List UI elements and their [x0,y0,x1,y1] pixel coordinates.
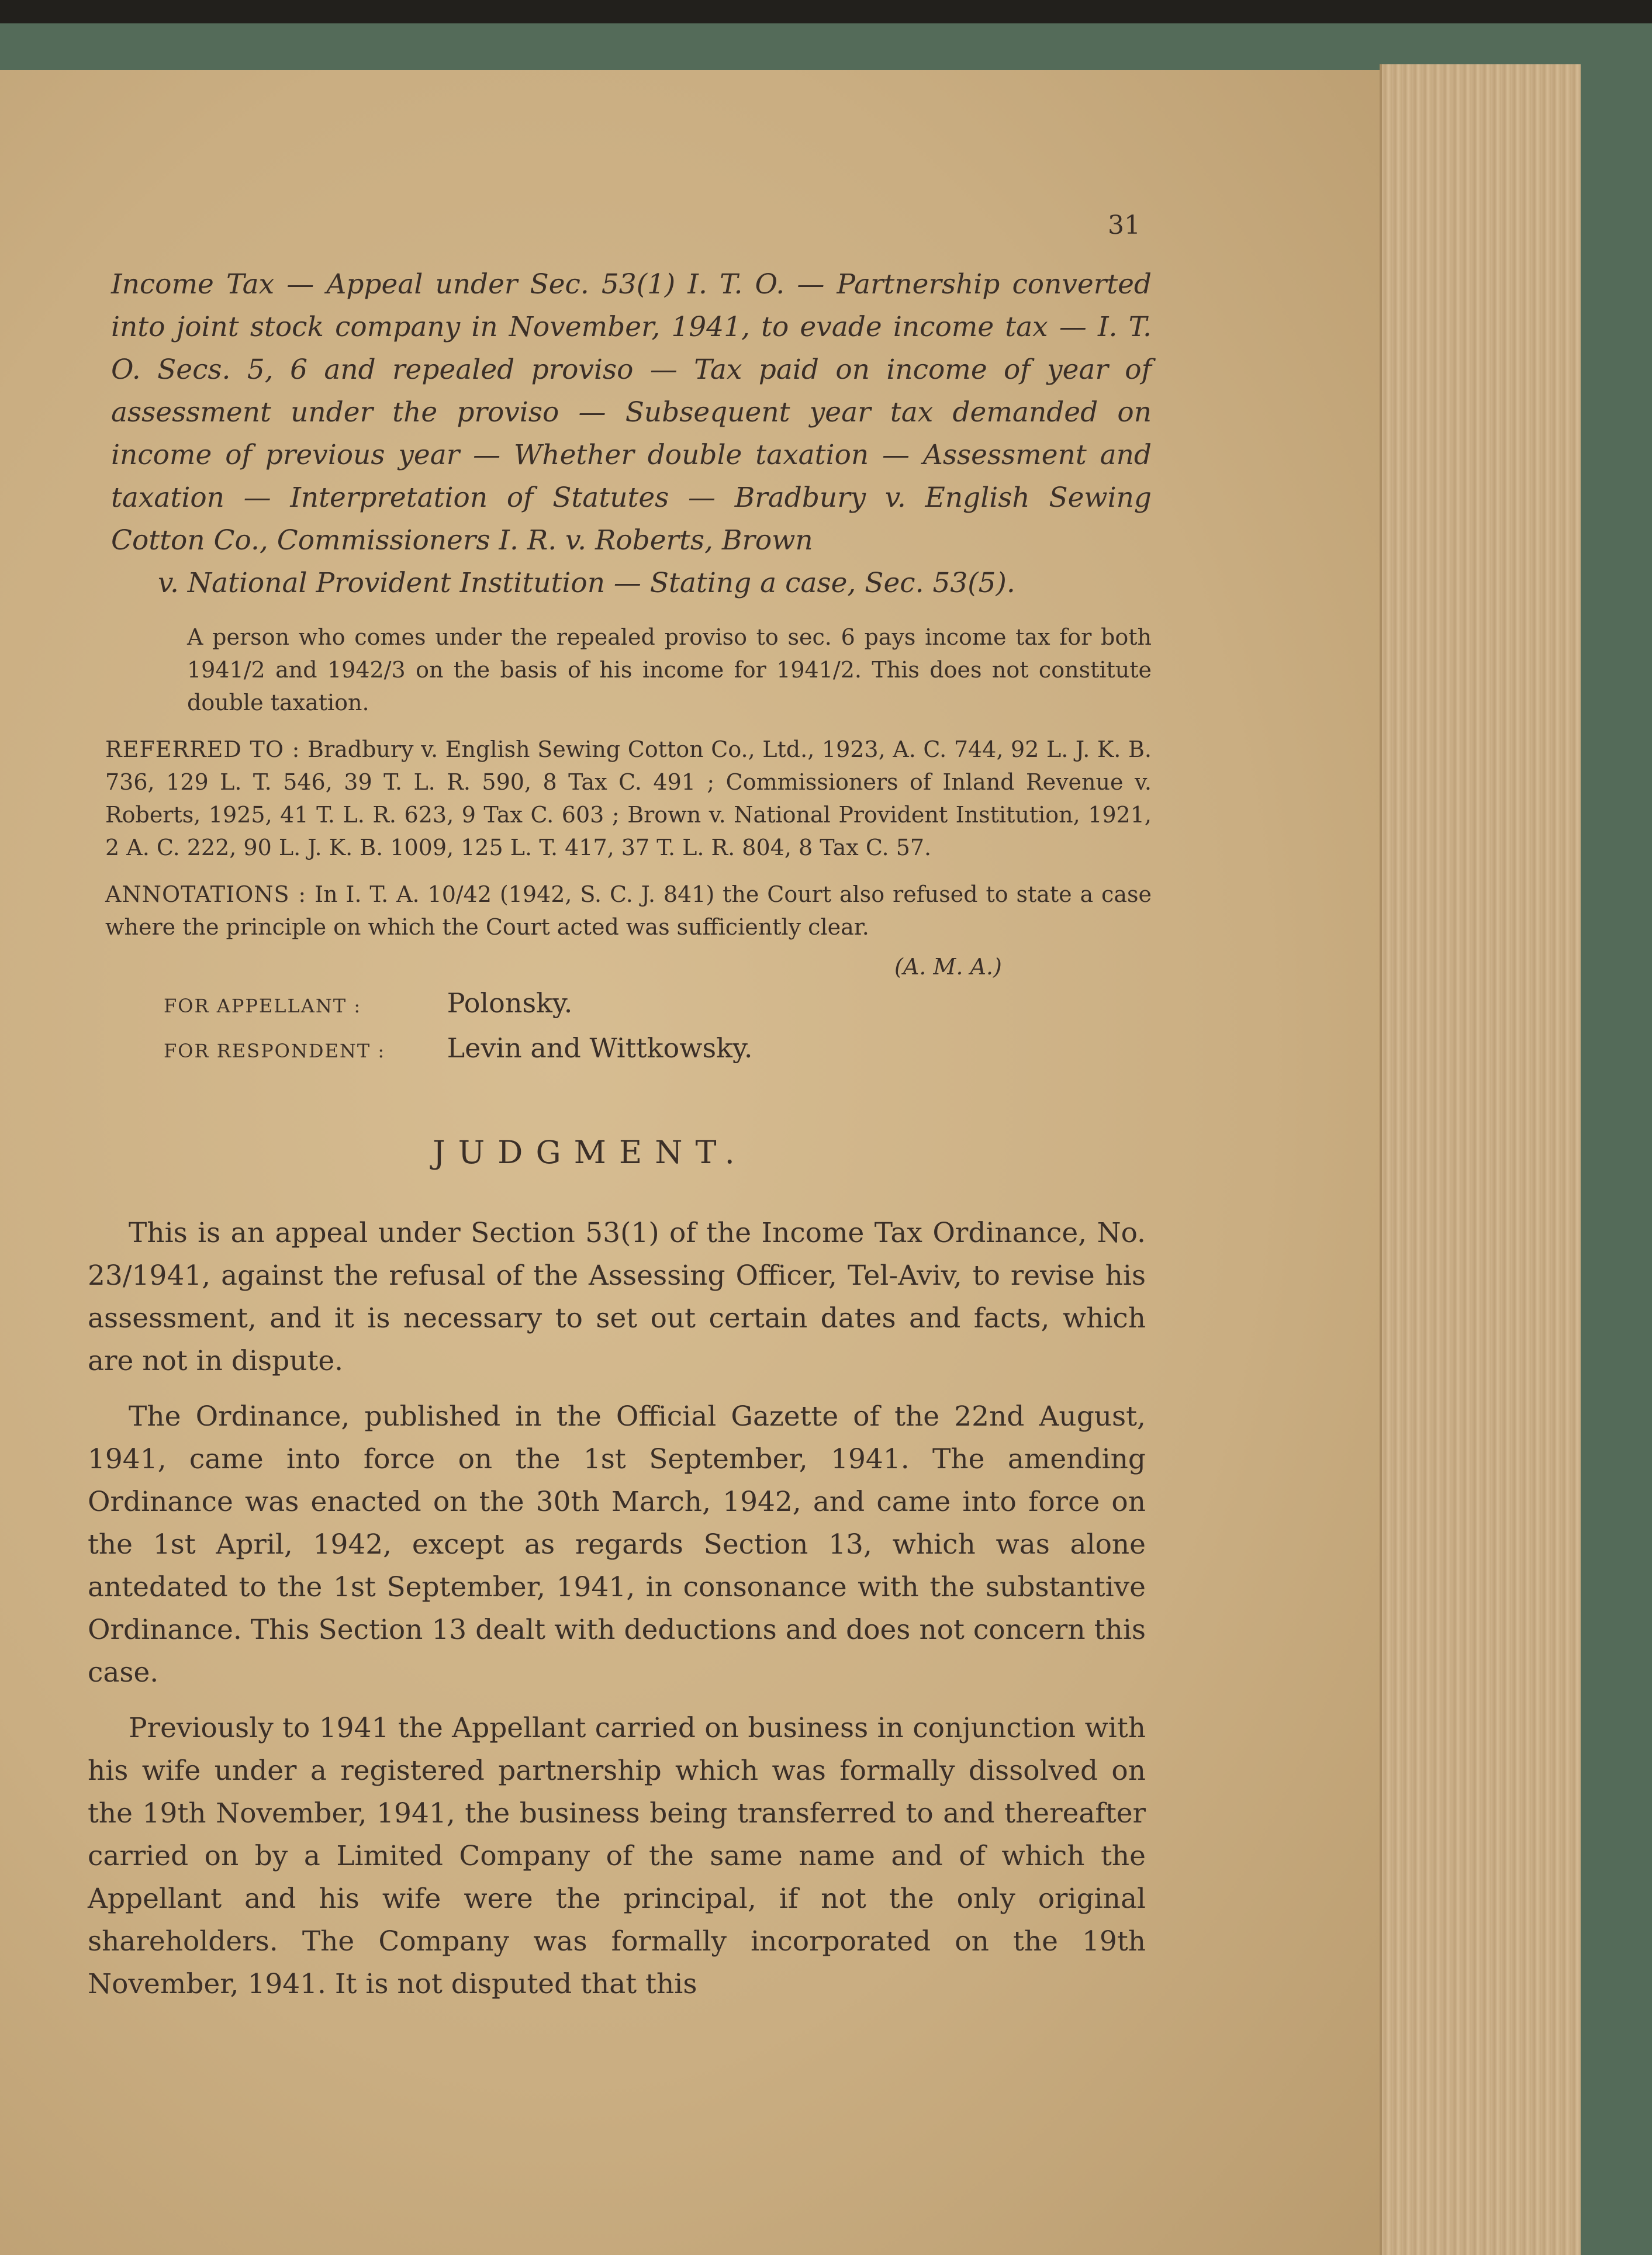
counsel-list [164,984,1146,1070]
case-summary: A person who comes under the repealed proviso to sec. 6 pays income tax for both 1941/2 and 1942/3 on the basis of his income for 1941/2. This does not constitute double taxation. [187,624,1152,715]
judgment-paragraph: This is an appeal under Section 53(1) of the Income Tax Ordinance, No. 23/1941, against the refusal of the Assessing Officer, Tel-Aviv, to revise his assessment, and it is necessary to set out certain dates and facts, which are not in dispute. [88,1217,1146,1377]
editor-initials: (A. M. A.) [894,954,1002,980]
respondent-name: Levin and Wittkowsky. [447,1032,753,1064]
judgment-paragraph: Previously to 1941 the Appellant carried on business in conjunction with his wife under a registered partnership which was formally dissolved on the 19th November, 1941, the business being transferred to and thereafter carried on by a Limited Company of the same name and of which the Appellant and his wife were the principal, if not the only original shareholders. The Company was formally incorporated on the 19th November, 1941. It is not disputed that this [88,1712,1146,2000]
counsel-appellant [164,984,1146,1025]
referred-to [105,733,1152,864]
judgment-heading: JUDGMENT. [433,1134,748,1171]
page-number: 31 [1108,210,1140,240]
page-content [88,199,1152,2018]
counsel-respondent [164,1029,1146,1070]
appellant-label: FOR APPELLANT : [164,995,362,1017]
referred-to-label: REFERRED TO : [105,736,300,762]
headnote-last-line: v. National Provident Institution — Stating a case, Sec. 53(5). [158,567,1015,599]
headnote-main: Income Tax — Appeal under Sec. 53(1) I. T. O. — Partnership converted into joint stock company in November, 1941, to evade income tax — I. T. O. Secs. 5, 6 and repealed proviso — Tax paid on income of year of assessment under the proviso — Subsequent year tax demanded on income of previous year — Whether double taxation — Assessment and taxation — Interpretation of Statutes — Bradbury v. English Sewing Cotton Co., Commissioners I. R. v. Roberts, Brown [111,268,1152,556]
page-fore-edge [1380,64,1581,2255]
appellant-name: Polonsky. [447,987,573,1019]
annotations-label: ANNOTATIONS : [105,881,307,907]
judgment-body [88,1212,1146,2005]
referred-to-text: Bradbury v. English Sewing Cotton Co., Ltd., 1923, A. C. 744, 92 L. J. K. B. 736, 129 L. T. 546, 39 T. L. R. 590, 8 Tax C. 491 ; Commissioners of Inland Revenue v. Roberts, 1925, 41 T. L. R. 623, 9 Tax C. 603 ; Brown v. National Provident Institution, 1921, 2 A. C. 222, 90 L. J. K. B. 1009, 125 L. T. 417, 37 T. L. R. 804, 8 Tax C. 57. [105,736,1152,860]
headnote [111,263,1152,604]
respondent-label: FOR RESPONDENT : [164,1040,386,1062]
judgment-paragraph: The Ordinance, published in the Official Gazette of the 22nd August, 1941, came into force on the 1st September, 1941. The amending Ordinance was enacted on the 30th March, 1942, and came into force on the 1st April, 1942, except as regards Section 13, which was alone antedated to the 1st September, 1941, in consonance with the substantive Ordinance. This Section 13 dealt with deductions and does not concern this case. [88,1400,1146,1689]
annotations-text: In I. T. A. 10/42 (1942, S. C. J. 841) the Court also refused to state a case where the principle on which the Court acted was sufficiently clear. [105,881,1152,940]
annotations [105,878,1152,943]
